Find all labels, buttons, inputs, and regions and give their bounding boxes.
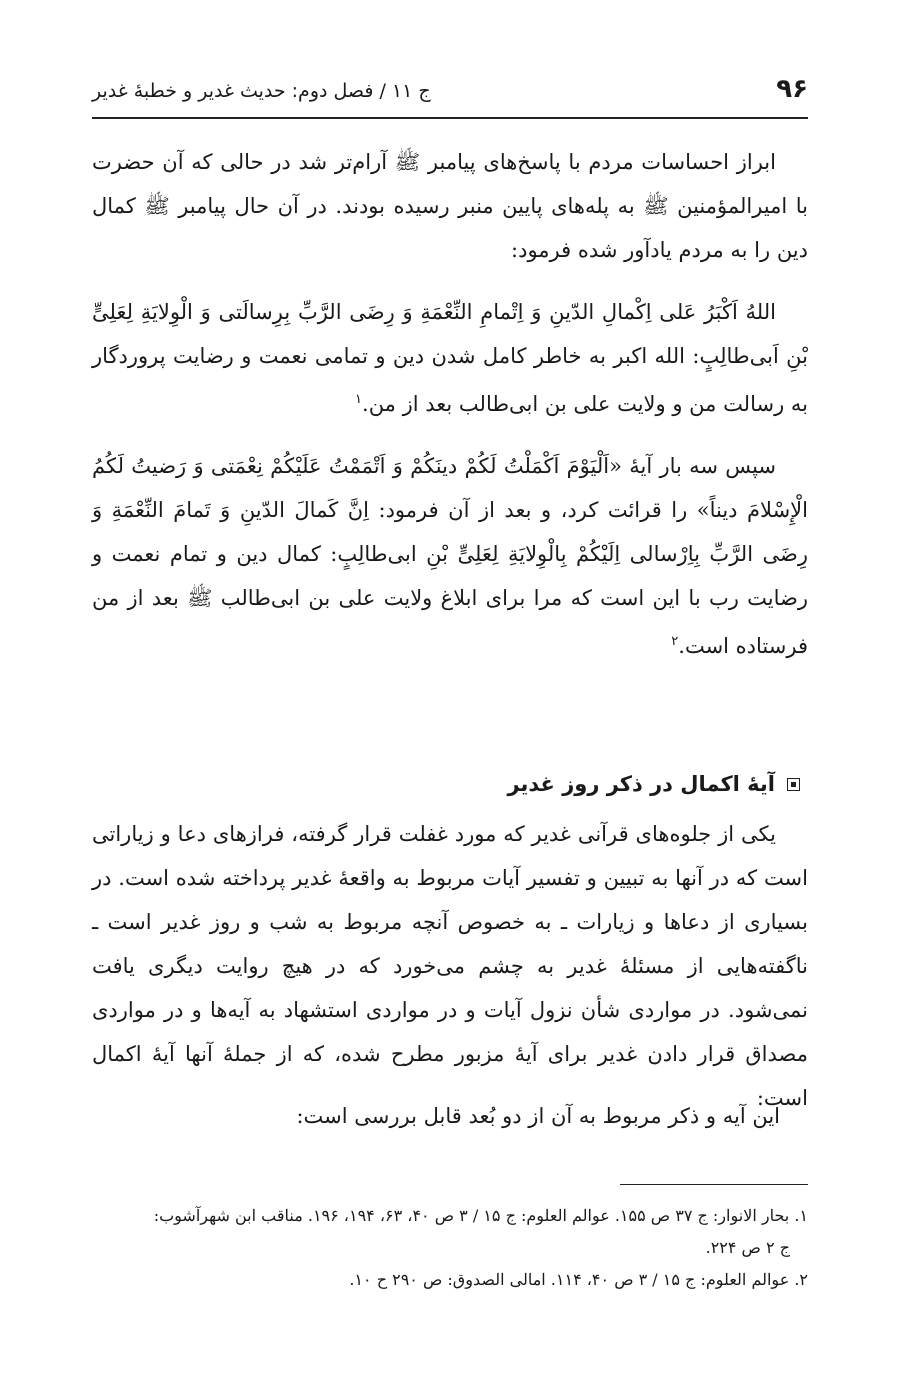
footnotes — [92, 1200, 808, 1296]
paragraph-section: یکی از جلوه‌های قرآنی غدیر که مورد غفلت قرار گرفته، فرازهای دعا و زیاراتی است که در آنها به تبیین و تفسیر آیات مربوط به واقعهٔ غدیر پرداخته شده است. در بسیاری از دعاها و زیارات ـ به خصوص آنچه مربوط به شب و روز غدیر است ـ ناگفته‌هایی از مسئلهٔ غدیر به چشم می‌خورد که در هیچ روایت دیگری یافت نمی‌شود. در مواردی شأن نزول آیات و در مواردی استشهاد به آیه‌ها و در مواردی مصداق قرار دادن غدیر برای آیهٔ مزبور مطرح شده، که از جملهٔ آنها آیهٔ اکمال است: — [92, 822, 808, 1110]
section-text — [92, 812, 808, 1120]
footnote-ref-2[interactable]: ۲ — [671, 634, 679, 649]
paragraph-quote-1: اللهُ اَکْبَرُ عَلی اِکْمالِ الدّینِ وَ اِتْمامِ النِّعْمَةِ وَ رِضَی الرَّبِّ بِرِسالَتی وَ الْوِلایَةِ لِعَلِیٍّ بْنِ اَبی‌طالِبٍ: الله اکبر به خاطر کامل شدن دین و تمامی نعمت و رضایت پروردگار به رسالت من و ولایت علی بن ابی‌طالب بعد از من.$^۱$ — [92, 300, 808, 416]
footnote-1: ۱. بحار الانوار: ج ۳۷ ص ۱۵۵. عوالم العلوم: ج ۱۵ / ۳ ص ۴۰، ۶۳، ۱۹۴، ۱۹۶. مناقب ابن شهرآشوب: — [153, 1206, 808, 1225]
running-title: ج ۱۱ / فصل دوم: حدیث غدیر و خطبهٔ غدیر — [92, 80, 431, 102]
page-header — [92, 74, 808, 108]
footnote-1-continued: ج ۲ ص ۲۲۴. — [705, 1238, 790, 1257]
paragraph-quote-2: سپس سه بار آیهٔ «اَلْیَوْمَ اَکْمَلْتُ لَکُمْ دینَکُمْ وَ اَتْمَمْتُ عَلَیْکُمْ نِعْمَتی وَ رَضیتُ لَکُمُ الْإِسْلامَ دیناً» را قرائت کرد، و بعد از آن فرمود: اِنَّ کَمالَ الدّینِ وَ تَمامَ النِّعْمَةِ وَ رِضَی الرَّبِّ بِاِرْسالی اِلَیْکُمْ بِالْوِلایَةِ لِعَلِیٍّ بْنِ ابی‌طالِبٍ: کمال دین و تمام نعمت و رضایت رب با این است که مرا برای ابلاغ ولایت علی بن ابی‌طالب ﷺ بعد از من فرستاده است.$^۲$ — [92, 454, 808, 658]
paragraph-intro: ابراز احساسات مردم با پاسخ‌های پیامبر ﷺ آرام‌تر شد در حالی که آن حضرت با امیرالمؤمنین ﷺ به پله‌های پایین منبر رسیده بودند. در آن حال پیامبر ﷺ کمال دین را به مردم یادآور شده فرمود: — [92, 150, 808, 262]
footnote-2: ۲. عوالم العلوم: ج ۱۵ / ۳ ص ۴۰، ۱۱۴. امالی الصدوق: ص ۲۹۰ ح ۱۰. — [349, 1270, 808, 1289]
footnote-ref-1[interactable]: ۱ — [355, 392, 363, 407]
page-number: ۹۶ — [776, 74, 808, 104]
section-heading-text: آیهٔ اکمال در ذکر روز غدیر — [507, 772, 775, 796]
section-heading — [92, 772, 808, 796]
paragraph-closing: این آیه و ذکر مربوط به آن از دو بُعد قابل بررسی است: — [296, 1104, 780, 1128]
square-bullet-icon — [787, 778, 800, 791]
main-text — [92, 140, 808, 668]
footnote-rule — [620, 1184, 808, 1185]
header-rule — [92, 117, 808, 119]
